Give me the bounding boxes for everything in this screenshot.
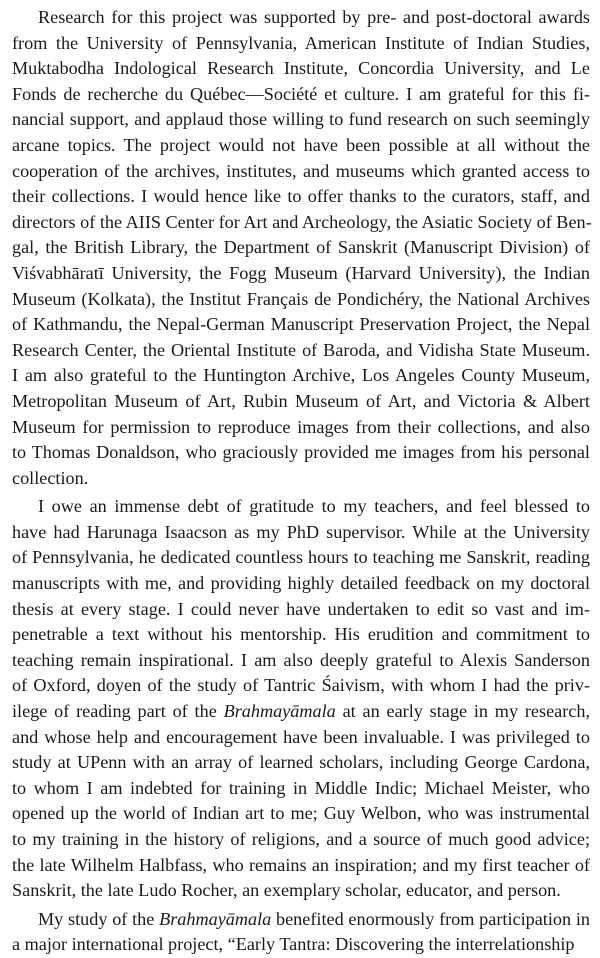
text-line: collection.: [12, 467, 89, 488]
paragraph: [12, 907, 590, 958]
text-line: opened up the world of Indian art to me; Guy Welbon, who was instrumental: [12, 803, 590, 824]
text-line: nancial support, and applaud those willing to fund research on such seemingly: [12, 109, 590, 130]
text-line: have had Harunaga Isaacson as my PhD supervisor. While at the University: [12, 521, 590, 542]
text-line: thesis at every stage. I could never have undertaken to edit so vast and im-: [12, 598, 590, 619]
text-line: to Thomas Donaldson, who graciously provided me images from his personal: [12, 442, 590, 463]
paragraph: [12, 5, 590, 491]
text-line: their collections. I would hence like to offer thanks to the curators, staff, and: [12, 186, 590, 207]
text-line: a major international project, “Early Tantra: Discovering the interrelationship: [12, 934, 575, 955]
text-line: study at UPenn with an array of learned scholars, including George Cardona,: [12, 752, 590, 773]
text-line: Research for this project was supported by pre- and post-doctoral awards: [38, 7, 590, 27]
work-title: Brahmayāmala: [159, 908, 272, 929]
text-line: of Kathmandu, the Nepal-German Manuscript Preservation Project, the Nepal: [12, 314, 590, 335]
text-line: directors of the AIIS Center for Art and Archeology, the Asiatic Society of Ben-: [12, 211, 592, 232]
text-line: arcane topics. The project would not have been possible at all without the: [12, 134, 590, 155]
text-line: Museum for permission to reproduce images from their collections, and also: [12, 416, 590, 437]
text-line: to whom I am indebted for training in Middle Indic; Michael Meister, who: [12, 777, 590, 798]
text-line: Muktabodha Indological Research Institute, Concordia University, and Le: [12, 58, 590, 79]
text-line: and whose help and encouragement have been invaluable. I was privileged to: [12, 726, 590, 747]
text-line: I am also grateful to the Huntington Archive, Los Angeles County Museum,: [12, 365, 590, 386]
body-text: [12, 5, 590, 958]
text-line: Research Center, the Oriental Institute of Baroda, and Vidisha State Museum.: [12, 339, 590, 360]
work-title: Brahmayāmala: [223, 701, 336, 722]
text-line: manuscripts with me, and providing highly detailed feedback on my doctoral: [12, 573, 590, 594]
text-line: the late Wilhelm Halbfass, who remains an inspiration; and my first teacher of: [12, 854, 590, 875]
text-line: My study of the Brahmayāmala benefited enormously from participation in: [38, 908, 590, 929]
text-line: teaching remain inspirational. I am also deeply grateful to Alexis Sanderson: [12, 649, 590, 670]
text-line: I owe an immense debt of gratitude to my teachers, and feel blessed to: [38, 496, 590, 517]
text-line: Sanskrit, the late Ludo Rocher, an exemplary scholar, educator, and person.: [12, 880, 561, 901]
text-line: Metropolitan Museum of Art, Rubin Museum of Art, and Victoria & Albert: [12, 390, 590, 411]
text-line: cooperation of the archives, institutes, and museums which granted access to: [12, 160, 590, 181]
paragraph: [12, 494, 590, 904]
text-line: Viśvabhāratī University, the Fogg Museum (Harvard University), the Indian: [12, 262, 590, 283]
text-line: Fonds de recherche du Québec—Société et culture. I am grateful for this fi-: [12, 83, 590, 104]
text-line: to my training in the history of religions, and a source of much good advice;: [12, 829, 590, 849]
text-line: Museum (Kolkata), the Institut Français de Pondichéry, the National Archives: [12, 288, 590, 309]
text-line: from the University of Pennsylvania, American Institute of Indian Studies,: [12, 32, 590, 53]
text-line: gal, the British Library, the Department of Sanskrit (Manuscript Division) of: [12, 237, 590, 258]
text-line: of Oxford, doyen of the study of Tantric Śaivism, with whom I had the priv-: [12, 675, 590, 696]
text-line: ilege of reading part of the Brahmayāmala at an early stage in my research,: [12, 701, 590, 722]
text-line: penetrable a text without his mentorship. His erudition and commitment to: [12, 624, 590, 645]
text-line: of Pennsylvania, he dedicated countless hours to teaching me Sanskrit, reading: [12, 547, 590, 568]
